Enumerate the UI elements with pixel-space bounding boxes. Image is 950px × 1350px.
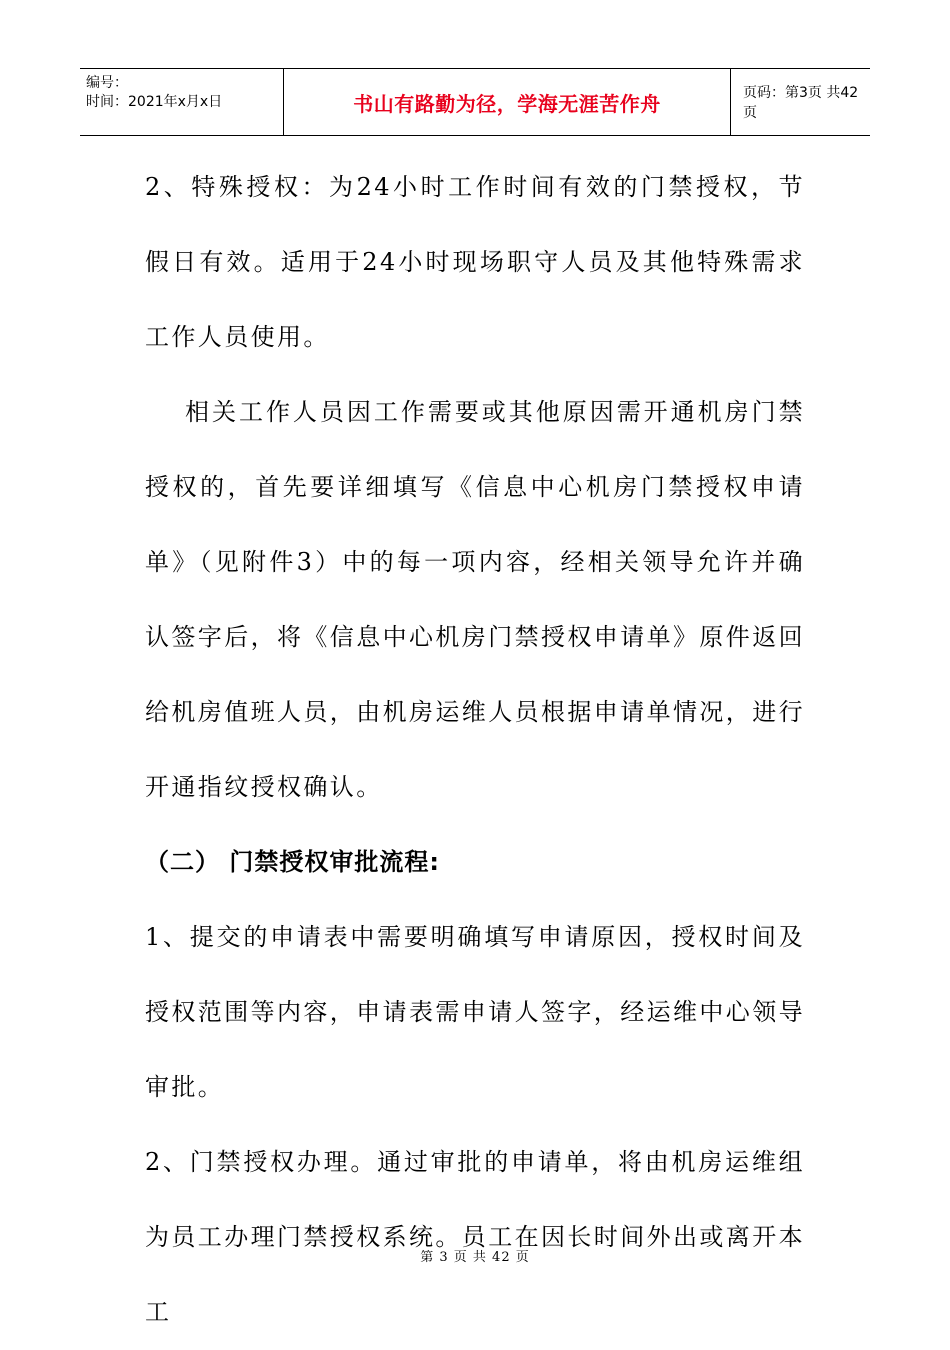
header-page-cell	[731, 69, 870, 135]
document-date: 时间：2021年x月x日	[86, 94, 223, 110]
page-footer: 第 3 页 共 42 页	[420, 1250, 530, 1265]
header-motto-cell	[283, 69, 731, 135]
document-code: 编号：	[86, 75, 128, 91]
header-meta	[80, 69, 283, 135]
document-body	[145, 150, 805, 1350]
paragraph-step-1: 1、提交的申请表中需要明确填写申请原因，授权时间及授权范围等内容，申请表需申请人签字，经运维中心领导审批。	[145, 923, 805, 1101]
page-header	[80, 68, 870, 136]
section-heading: （二） 门禁授权审批流程:	[145, 848, 440, 876]
paragraph-special-authorization: 2、特殊授权：为24小时工作时间有效的门禁授权，节假日有效。适用于24小时现场职守人员及其他特殊需求工作人员使用。	[145, 173, 805, 351]
paragraph-application-process: 相关工作人员因工作需要或其他原因需开通机房门禁授权的，首先要详细填写《信息中心机房门禁授权申请单》（见附件3）中的每一项内容，经相关领导允许并确认签字后，将《信息中心机房门禁授权申请单》原件返回给机房值班人员，由机房运维人员根据申请单情况，进行开通指纹授权确认。	[145, 398, 805, 801]
motto: 书山有路勤为径，学海无涯苦作舟	[353, 91, 661, 116]
paragraph-step-2: 2、门禁授权办理。通过审批的申请单，将由机房运维组为员工办理门禁授权系统。员工在因长时间外出或离开本工	[145, 1148, 805, 1326]
page-indicator: 页码：第3页 共42页	[743, 85, 859, 121]
